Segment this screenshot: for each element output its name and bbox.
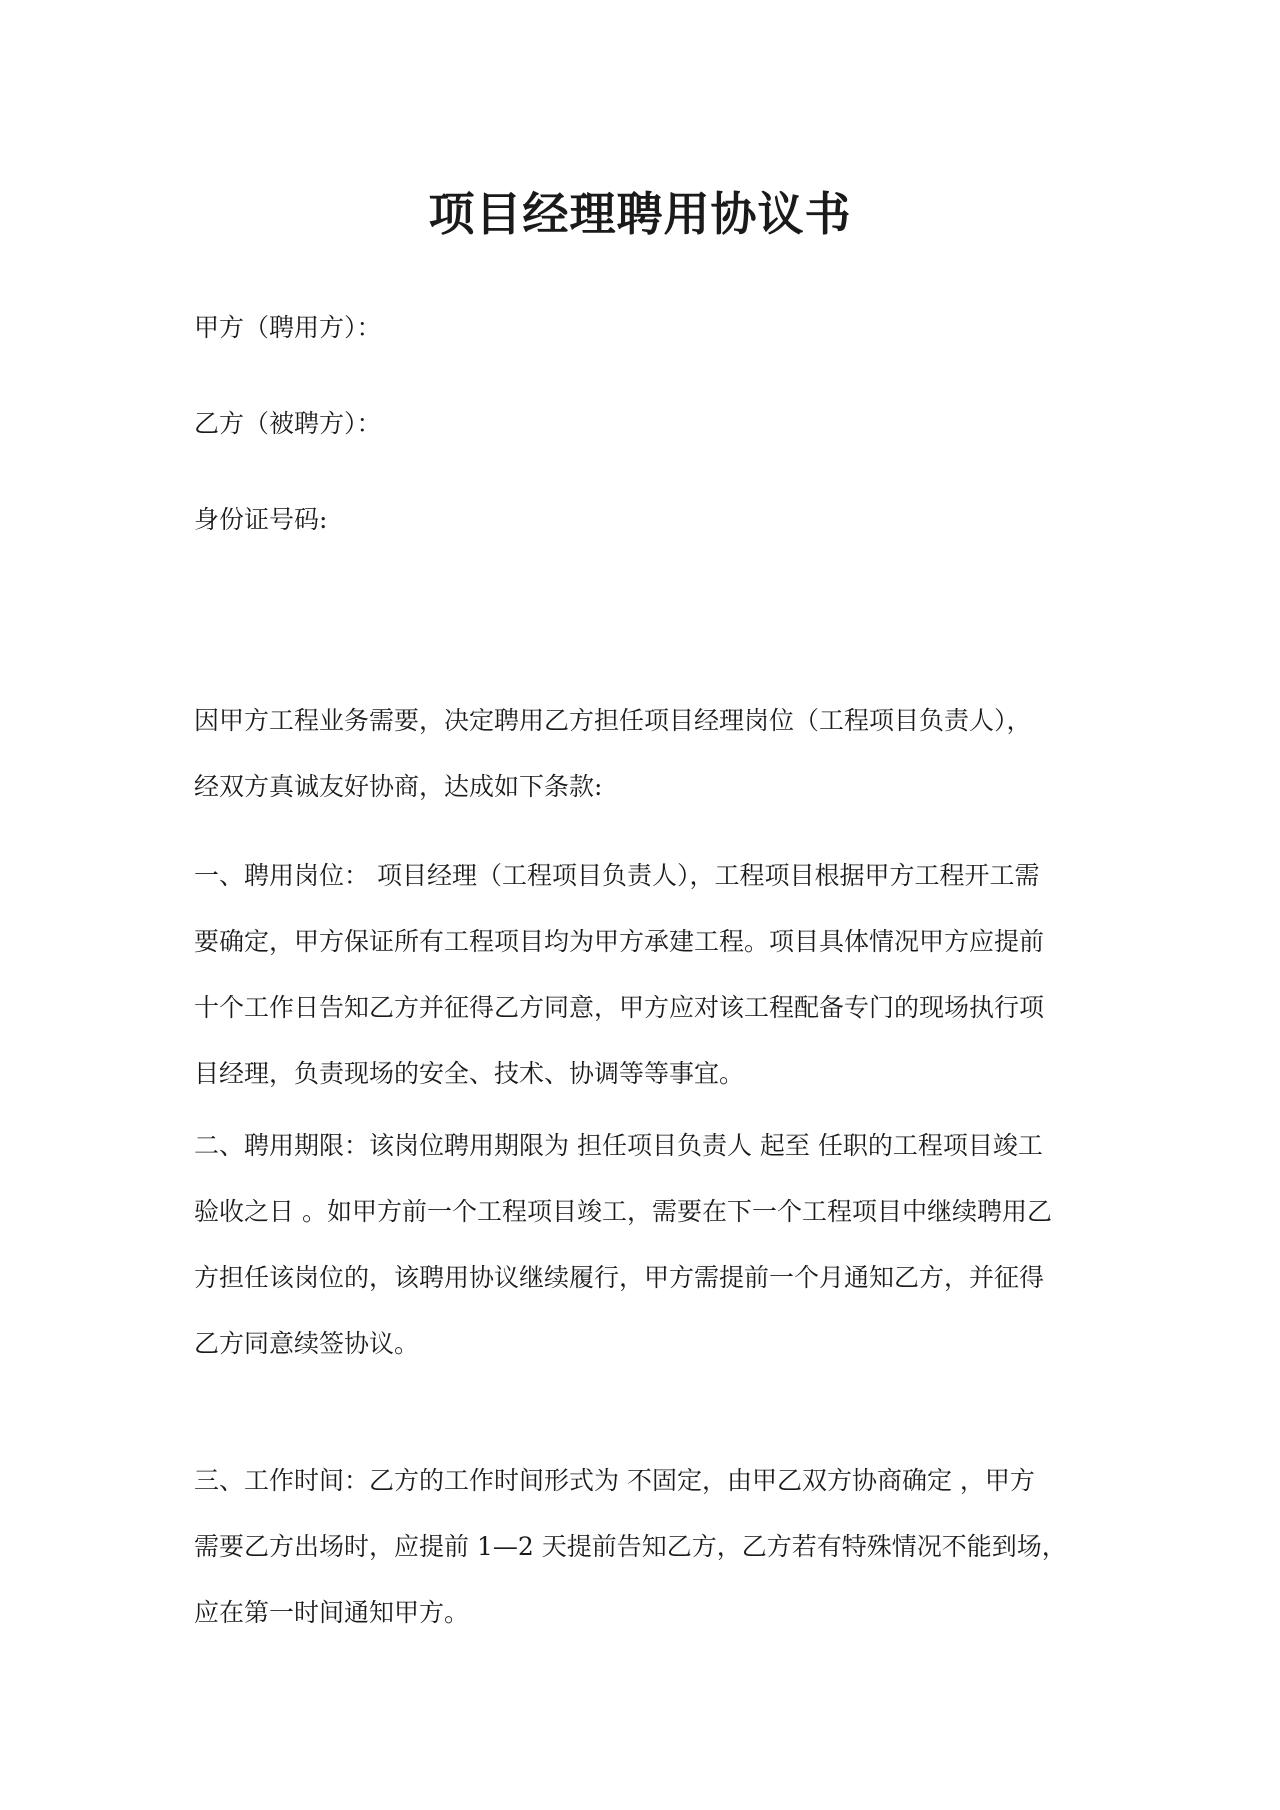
paragraph-line: 需要乙方出场时，应提前 1—2 天提前告知乙方，乙方若有特殊情况不能到场， (194, 1532, 1067, 1561)
paragraph-line: 一、聘用岗位： 项目经理（工程项目负责人），工程项目根据甲方工程开工需 (194, 861, 1040, 890)
paragraph-line: 要确定，甲方保证所有工程项目均为甲方承建工程。项目具体情况甲方应提前 (194, 927, 1045, 956)
paragraph-line: 验收之日 。如甲方前一个工程项目竣工，需要在下一个工程项目中继续聘用乙 (194, 1197, 1052, 1226)
party-b-field: 乙方（被聘方）： (194, 409, 382, 438)
paragraph-line: 因甲方工程业务需要，决定聘用乙方担任项目经理岗位（工程项目负责人）， (194, 706, 1032, 735)
clause-2-term (194, 1113, 1094, 1377)
document-title: 项目经理聘用协议书 (428, 187, 852, 241)
paragraph-line: 经双方真诚友好协商，达成如下条款: (194, 772, 603, 801)
intro-paragraph (194, 688, 1094, 820)
party-a-field: 甲方（聘用方）： (194, 313, 382, 342)
clause-3-working-time (194, 1448, 1094, 1646)
id-number-field: 身份证号码: (194, 505, 328, 534)
paragraph-line: 十个工作日告知乙方并征得乙方同意，甲方应对该工程配备专门的现场执行项 (194, 993, 1045, 1022)
paragraph-line: 目经理，负责现场的安全、技术、协调等等事宜。 (194, 1059, 745, 1088)
paragraph-line: 三、工作时间：乙方的工作时间形式为 不固定，由甲乙双方协商确定 ，甲方 (194, 1466, 1035, 1495)
paragraph-line: 二、聘用期限：该岗位聘用期限为 担任项目负责人 起至 任职的工程项目竣工 (194, 1131, 1043, 1160)
clause-1-position (194, 843, 1094, 1107)
paragraph-line: 应在第一时间通知甲方。 (194, 1598, 470, 1627)
paragraph-line: 乙方同意续签协议。 (194, 1329, 420, 1358)
paragraph-line: 方担任该岗位的，该聘用协议继续履行，甲方需提前一个月通知乙方，并征得 (194, 1263, 1045, 1292)
